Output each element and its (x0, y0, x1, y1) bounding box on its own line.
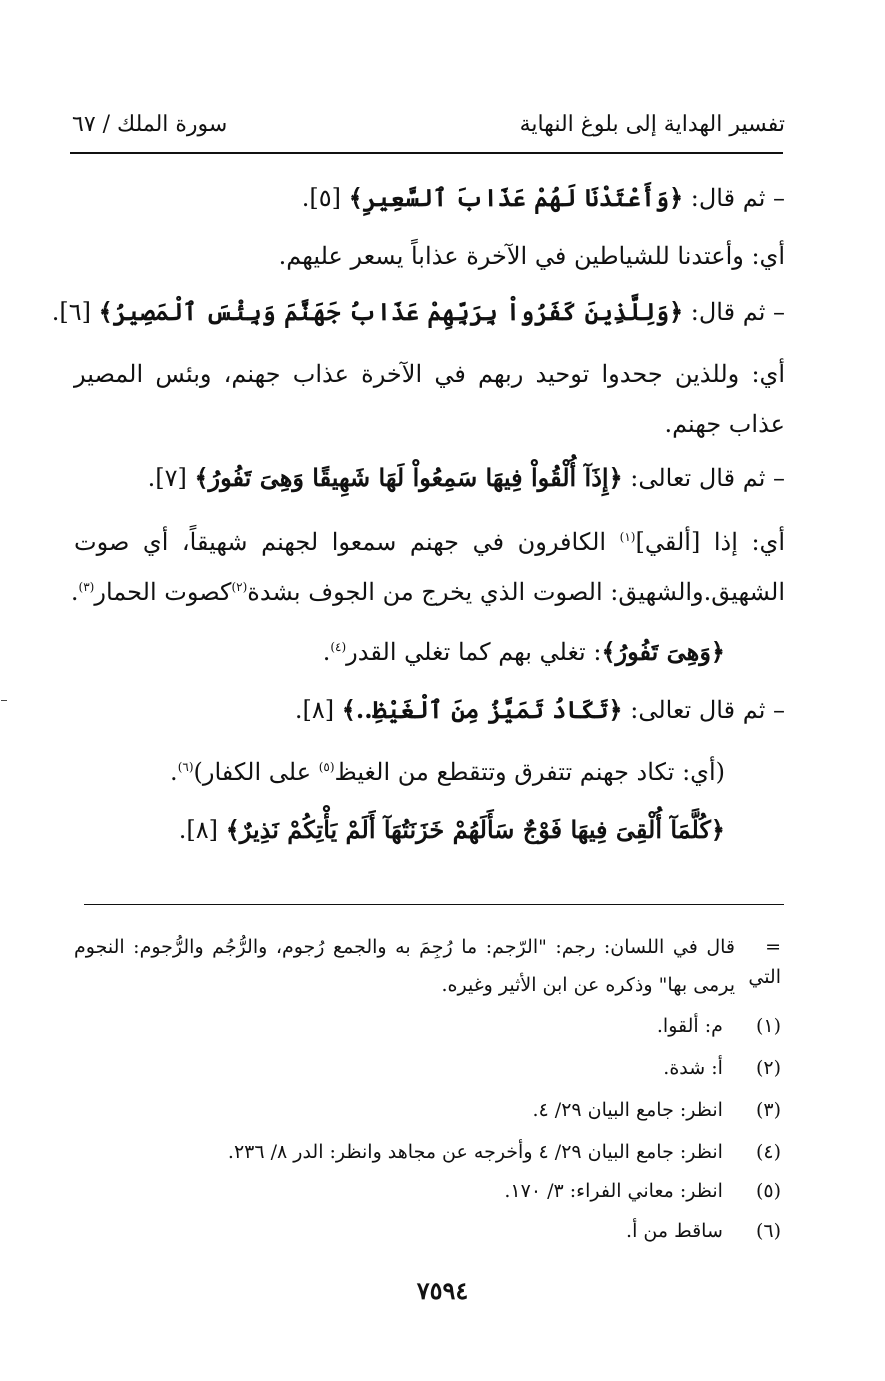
footnote-2 (74, 1053, 781, 1083)
footnote-number: (٥) (755, 1180, 781, 1202)
body-line-7: أي: إذا [ألقي]$^{(١)}$ الكافرون في جهنم سمعوا لجهنم شهيقاً، أي صوت (74, 528, 786, 556)
body-line-3: – ثم قال: ﴿وَلِلَّذِينَ كَفَرُواْ بِرَبِّهِمْ عَذَابُ جَهَنَّمَ وَبِئْسَ ٱلْمَصِيرُ﴾ [٦]. (51, 297, 785, 326)
verse-ref: [٨]. (294, 696, 335, 724)
footnote-4 (74, 1137, 781, 1167)
footnote-5 (74, 1176, 781, 1206)
footnote-continuation-line-2: يرمى بها" وذكره عن ابن الأثير وغيره. (441, 974, 735, 996)
footnote-number: (٢) (755, 1057, 781, 1079)
verse-ref: [٦]. (51, 298, 91, 326)
footnote-1 (74, 1011, 781, 1041)
footnote-ref: (٣) (78, 580, 95, 594)
footnote-text: انظر: معاني الفراء: ٣/ ١٧٠. (504, 1180, 723, 1202)
verse-ref: [٧]. (147, 464, 187, 492)
footnote-ref: (١) (619, 530, 636, 544)
body-line-11: (أي: تكاد جهنم تتفرق وتتقطع من الغيظ$^{(٥)}$ على الكفار)$^{(٦)}$. (170, 758, 725, 786)
footnote-text: انظر: جامع البيان ٢٩/ ٤. (532, 1099, 723, 1121)
page-number: ٧٥٩٤ (416, 1276, 469, 1305)
footnote-number: (١) (755, 1015, 781, 1037)
footnote-text: م: ألقوا. (656, 1015, 723, 1037)
quran-verse: ﴿كُلَّمَآ أُلْقِىَ فِيهَا فَوْجٌ سَأَلَهُمْ خَزَنَتُهَآ أَلَمْ يَأْتِكُمْ نَذِيرٌ﴾ (225, 815, 725, 844)
footnote-text: انظر: جامع البيان ٢٩/ ٤ وأخرجه عن مجاهد وانظر: الدر ٨/ ٢٣٦. (227, 1141, 723, 1163)
body-line-10: – ثم قال تعالى: ﴿تَكَادُ تَمَيَّزُ مِنَ ٱلْغَيْظِ..﴾ [٨]. (294, 695, 785, 724)
body-line-2: أي: وأعتدنا للشياطين في الآخرة عذاباً يسعر عليهم. (278, 242, 785, 270)
quran-verse: ﴿وَهِىَ تَفُورُ﴾ (601, 637, 725, 666)
header-divider (70, 152, 783, 154)
body-line-1: – ثم قال: ﴿وَأَعْتَدْنَا لَهُمْ عَذَابَ ٱلسَّعِيرِ﴾ [٥]. (301, 183, 785, 212)
footnote-3 (74, 1095, 781, 1125)
footnote-ref: (٤) (330, 640, 347, 654)
footnote-divider (84, 904, 784, 905)
body-line-12 (74, 812, 725, 848)
footnote-text: ساقط من أ. (626, 1220, 723, 1242)
footnote-6 (74, 1216, 781, 1246)
verse-ref: [٨]. (178, 816, 219, 844)
footnote-ref: (٢) (231, 580, 248, 594)
surah-page-label: سورة الملك / ٦٧ (72, 112, 228, 137)
footnote-ref: (٥) (318, 760, 335, 774)
footnote-continuation-line-1: =قال في اللسان: رجم: "الرّجم: ما رُجِمَ به والجمع رُجوم، والرُّجُم والرُّجوم: النجوم التي (74, 932, 781, 992)
quran-verse: ﴿وَأَعْتَدْنَا لَهُمْ عَذَابَ ٱلسَّعِيرِ﴾ (348, 183, 684, 212)
verse-ref: [٥]. (301, 184, 342, 212)
quran-verse: ﴿وَلِلَّذِينَ كَفَرُواْ بِرَبِّهِمْ عَذَابُ جَهَنَّمَ وَبِئْسَ ٱلْمَصِيرُ﴾ (98, 297, 684, 326)
body-line-4: أي: وللذين جحدوا توحيد ربهم في الآخرة عذاب جهنم، وبئس المصير (74, 360, 786, 388)
quran-verse: ﴿تَكَادُ تَمَيَّزُ مِنَ ٱلْغَيْظِ..﴾ (341, 695, 623, 724)
footnote-text: أ: شدة. (663, 1057, 723, 1079)
body-line-9: ﴿وَهِىَ تَفُورُ﴾: تغلي بهم كما تغلي القدر$^{(٤)}$. (322, 637, 725, 666)
footnote-number: (٦) (755, 1220, 781, 1242)
running-header (72, 112, 785, 152)
quran-verse: ﴿إِذَآ أُلْقُواْ فِيهَا سَمِعُواْ لَهَا شَهِيقًا وَهِىَ تَفُورُ﴾ (194, 463, 623, 492)
footnote-number: (٤) (755, 1141, 781, 1163)
body-line-5: عذاب جهنم. (664, 410, 785, 438)
body-line-8: الشهيق.والشهيق: الصوت الذي يخرج من الجوف بشدة$^{(٢)}$كصوت الحمار$^{(٣)}$. (70, 578, 785, 606)
footnote-number: (٣) (755, 1099, 781, 1121)
footnote-ref: (٦) (177, 760, 194, 774)
continuation-mark: = (765, 936, 781, 958)
book-title: تفسير الهداية إلى بلوغ النهاية (519, 112, 785, 137)
margin-mark (1, 700, 7, 701)
body-line-6: – ثم قال تعالى: ﴿إِذَآ أُلْقُواْ فِيهَا سَمِعُواْ لَهَا شَهِيقًا وَهِىَ تَفُورُ﴾ [٧]. (147, 463, 785, 492)
